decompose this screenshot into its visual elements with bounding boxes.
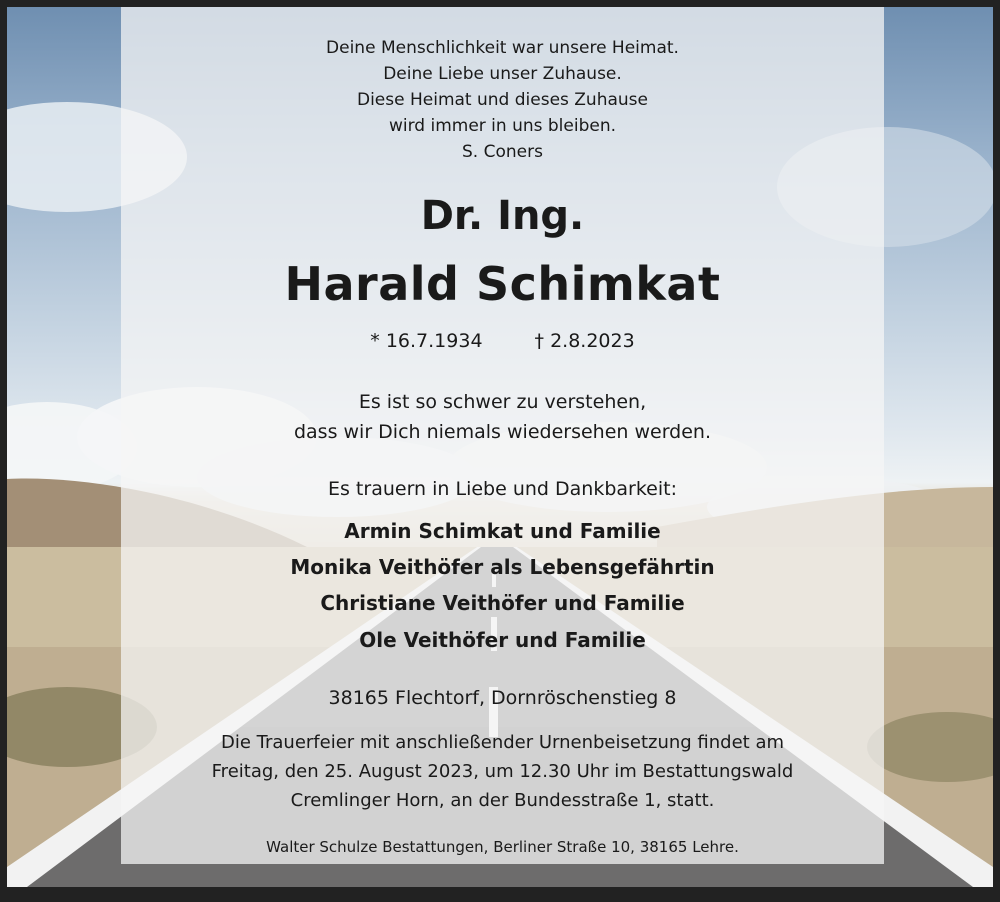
- family-address: 38165 Flechtorf, Dornröschenstieg 8: [328, 687, 677, 709]
- mourners-intro: Es trauern in Liebe und Dankbarkeit:: [327, 478, 677, 500]
- quote-line: Diese Heimat und dieses Zuhause: [356, 90, 648, 110]
- quote-line: Deine Menschlichkeit war unsere Heimat.: [326, 38, 679, 58]
- death-date: † 2.8.2023: [534, 330, 635, 352]
- ceremony-line: Freitag, den 25. August 2023, um 12.30 Uhr im Bestattungswald: [211, 761, 794, 782]
- quote-author: S. Coners: [462, 142, 543, 162]
- undertaker-info: Walter Schulze Bestattungen, Berliner Straße 10, 38165 Lehre.: [266, 838, 739, 856]
- quote-line: wird immer in uns bleiben.: [388, 116, 617, 136]
- verse-line: Es ist so schwer zu verstehen,: [358, 391, 647, 413]
- deceased-title: Dr. Ing.: [420, 193, 585, 239]
- mourner-name: Christiane Veithöfer und Familie: [320, 591, 685, 615]
- mourner-name: Monika Veithöfer als Lebensgefährtin: [290, 555, 715, 579]
- mourner-name: Armin Schimkat und Familie: [344, 519, 661, 543]
- birth-date: * 16.7.1934: [370, 330, 483, 352]
- verse-line: dass wir Dich niemals wiedersehen werden.: [293, 421, 712, 443]
- ceremony-line: Cremlinger Horn, an der Bundesstraße 1, statt.: [290, 790, 715, 811]
- life-dates: [121, 328, 884, 354]
- deceased-name: Harald Schimkat: [284, 257, 721, 311]
- mourner-name: Ole Veithöfer und Familie: [359, 628, 646, 652]
- quote-line: Deine Liebe unser Zuhause.: [383, 64, 622, 84]
- ceremony-line: Die Trauerfeier mit anschließender Urnenbeisetzung findet am: [220, 732, 785, 753]
